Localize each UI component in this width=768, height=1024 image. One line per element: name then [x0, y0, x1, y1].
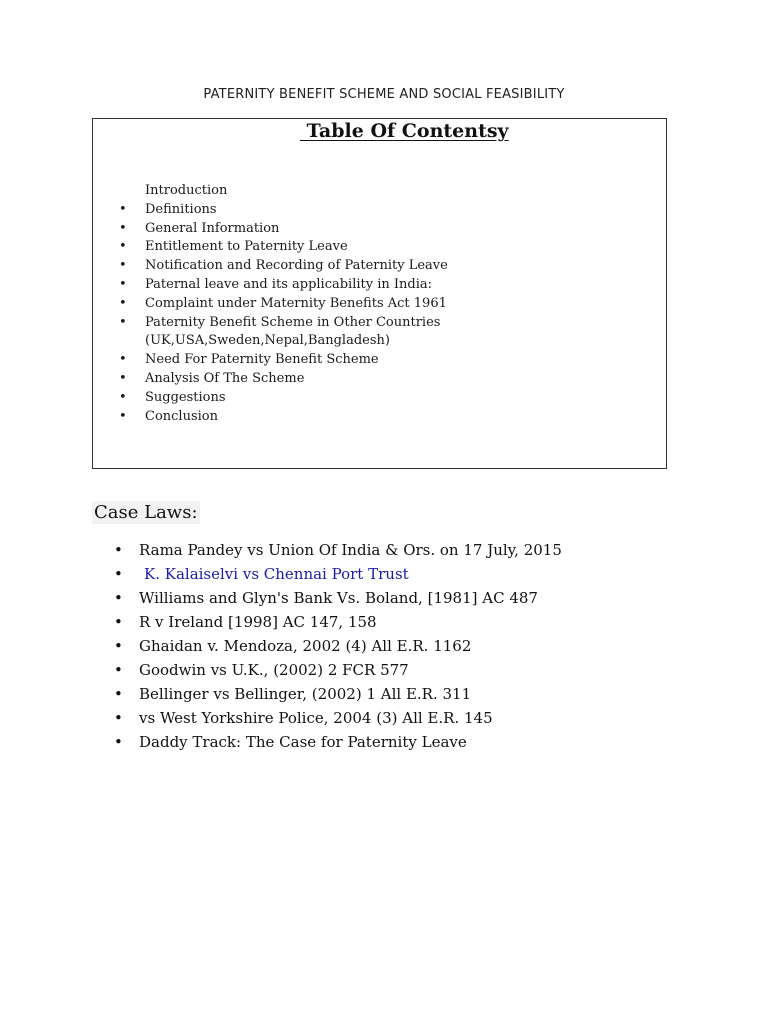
toc-item-notification: • Notification and Recording of Paternity Leave — [93, 257, 448, 276]
table-of-contents-box — [92, 118, 667, 469]
case-law-item-link[interactable] — [114, 562, 562, 586]
case-laws-list — [114, 538, 562, 754]
toc-heading: Table Of Contentsy — [300, 120, 509, 142]
case-law-item: • Ghaidan v. Mendoza, 2002 (4) All E.R. 1162 — [114, 634, 562, 658]
toc-item-other-countries-label: Paternity Benefit Scheme in Other Countries — [145, 314, 441, 330]
toc-item-entitlement: • Entitlement to Paternity Leave — [93, 238, 448, 257]
toc-item-conclusion: • Conclusion — [93, 408, 448, 427]
toc-item-other-countries — [93, 314, 448, 352]
case-law-item: • Daddy Track: The Case for Paternity Leave — [114, 730, 562, 754]
toc-item-suggestions: • Suggestions — [93, 389, 448, 408]
toc-item-general-information: • General Information — [93, 220, 448, 239]
toc-item-need: • Need For Paternity Benefit Scheme — [93, 351, 448, 370]
case-law-item: • Rama Pandey vs Union Of India & Ors. on 17 July, 2015 — [114, 538, 562, 562]
document-title: PATERNITY BENEFIT SCHEME AND SOCIAL FEASIBILITY — [203, 87, 565, 102]
toc-list — [93, 182, 448, 426]
toc-item-introduction: Introduction — [145, 183, 228, 198]
case-law-item: • R v Ireland [1998] AC 147, 158 — [114, 610, 562, 634]
toc-item-paternal-leave-india: • Paternal leave and its applicability in India: — [93, 276, 448, 295]
case-law-item: • Goodwin vs U.K., (2002) 2 FCR 577 — [114, 658, 562, 682]
toc-item-complaint: • Complaint under Maternity Benefits Act 1961 — [93, 295, 448, 314]
case-laws-heading: Case Laws: — [94, 502, 198, 523]
toc-item-analysis: • Analysis Of The Scheme — [93, 370, 448, 389]
toc-item-definitions: • Definitions — [93, 201, 448, 220]
toc-item-other-countries-sub: (UK,USA,Sweden,Nepal,Bangladesh) — [145, 333, 390, 349]
case-law-link[interactable]: K. Kalaiselvi vs Chennai Port Trust — [144, 565, 409, 583]
case-law-item: • vs West Yorkshire Police, 2004 (3) All E.R. 145 — [114, 706, 562, 730]
case-law-item: • Bellinger vs Bellinger, (2002) 1 All E.R. 311 — [114, 682, 562, 706]
case-law-item: • Williams and Glyn's Bank Vs. Boland, [1981] AC 487 — [114, 586, 562, 610]
